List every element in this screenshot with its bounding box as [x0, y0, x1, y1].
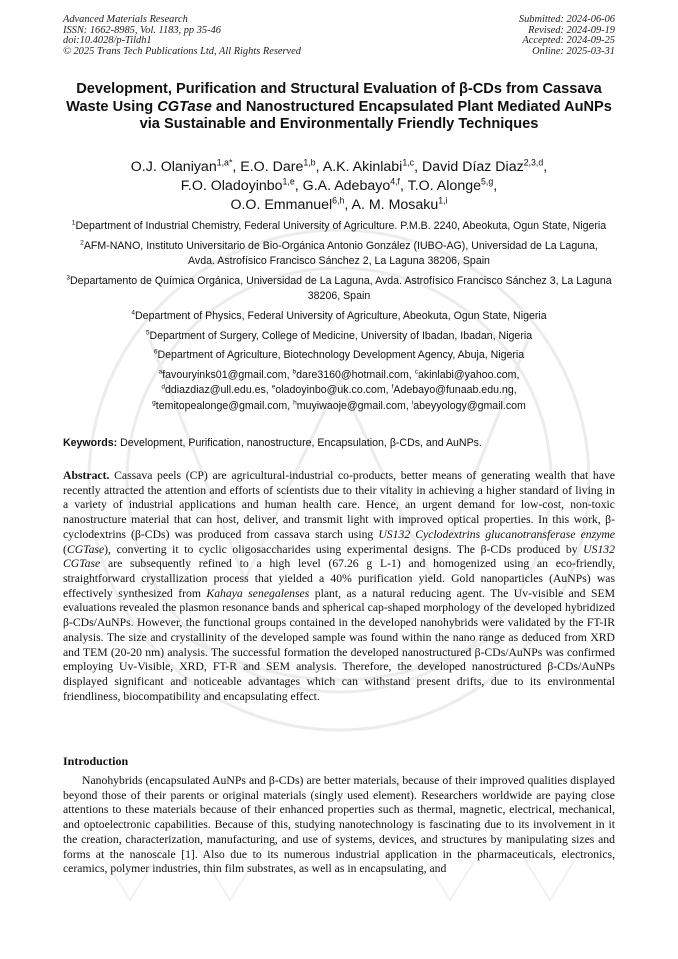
email-address: ddiazdiaz@ull.edu.es, [164, 384, 272, 397]
author-name: F.O. Oladoyinbo [180, 177, 283, 194]
email-address: abeyyology@gmail.com [413, 399, 526, 412]
affiliation-number: 2 [80, 239, 84, 247]
author-affiliation-mark: 1,c [402, 157, 415, 168]
email-mark: b [292, 368, 297, 376]
affiliation-list [66, 219, 612, 364]
email-mark: f [391, 383, 394, 391]
affiliation-item [66, 274, 612, 305]
author-affiliation-mark: 5,g [481, 176, 494, 187]
author-separator: , [543, 159, 548, 175]
affiliation-item [66, 219, 612, 235]
journal-info [63, 15, 301, 57]
affiliation-text: AFM-NANO, Instituto Universitario de Bio-Orgánica Antonio González (IUBO-AG), Universidad de La Laguna, Avda. Astrofísico Francisco Sánchez 2, La Laguna 38206, Spain [83, 239, 598, 268]
email-mark: e [271, 383, 276, 391]
affiliation-text: Department of Industrial Chemistry, Federal University of Agriculture. P.M.B. 2240, Abeokuta, Ogun State, Nigeria [75, 220, 607, 232]
email-mark: g [152, 399, 156, 407]
affiliations-block [66, 219, 612, 415]
affiliation-number: 5 [145, 329, 150, 337]
abstract-italic: US132 CGTase [63, 542, 615, 571]
title-part-1: Development, Purification and Structural Evaluation of β-CDs from Cassava Waste Using [66, 81, 602, 115]
email-address: favouryinks01@gmail.com, [162, 368, 293, 381]
author-separator: , [294, 177, 303, 194]
author-separator: , [344, 196, 352, 213]
author-name: David Díaz Diaz [421, 159, 524, 175]
author-separator: , [232, 159, 241, 175]
email-mark: c [414, 368, 418, 376]
affiliation-text: Department of Physics, Federal University of Agriculture, Abeokuta, Ogun State, Nigeria [135, 309, 547, 322]
paper-title [60, 81, 618, 134]
author-name: A.K. Akinlabi [322, 159, 403, 175]
abstract-text: Cassava peels (CP) are agricultural-industrial co-products, better means of generating wealth that have recently attracted the attention and efforts of scientists due to their vitality in achieving a higher standard of living in a variety of industrial applications and human health care. Hence, an urgent demand for low-cost, non-toxic nanostructure material that can host, deliver, and transmit light with improved optical properties. In this work, β-cyclodextrins (β-CDs) was produced from cassava starch using [63, 469, 615, 541]
author-affiliation-mark: 4,f [390, 176, 400, 187]
journal-copyright: © 2025 Trans Tech Publications Ltd, All Rights Reserved [63, 45, 301, 57]
abstract [63, 469, 615, 705]
affiliation-number: 1 [71, 219, 76, 227]
title-italic: CGTase [157, 98, 212, 115]
author-name: G.A. Adebayo [302, 177, 391, 194]
abstract-text: plant, as a natural reducing agent. The Uv-visible and SEM evaluations revealed the plasmon resonance bands and spherical cap-shaped morphology of the developed hybridized β-CDs/AuNPs. However, the functional groups contained in the developed nanohybrids were validated by the FT-IR analysis. The size and crystallinity of the developed sample was found within the nano range as deduced from XRD and TEM (20-20 nm) analysis. The successful formation the developed nanostructured β-CDs/AuNPs was confirmed employing Uv-Visible, XRD, FT-R and SEM analysis. Therefore, the developed nanostructured β-CDs/AuNPs displayed significant and noticeable advantages which can withstand present drifts, due to its environmental friendliness, biocompatibility and encapsulating effect. [63, 586, 616, 703]
email-mark: a [158, 368, 163, 376]
email-address: oladoyinbo@uk.co.com, [275, 384, 392, 397]
author-name: O.J. Olaniyan [130, 159, 217, 175]
abstract-label: Abstract. [63, 469, 110, 482]
abstract-italic: US132 Cyclodextrins glucanotransferase enzyme [378, 527, 615, 541]
abstract-text: ( [63, 542, 67, 556]
author-affiliation-mark: 1,a* [216, 157, 233, 168]
author-affiliation-mark: 2,3,d [523, 157, 544, 168]
section-heading-introduction: Introduction [63, 754, 129, 768]
email-list [66, 368, 612, 415]
email-mark: h [293, 399, 297, 407]
journal-issn: ISSN: 1662-8985, Vol. 1183, pp 35-46 [63, 24, 221, 36]
keywords-label: Keywords: [63, 437, 118, 449]
introduction-paragraph: Nanohybrids (encapsulated AuNPs and β-CDs) are better materials, because of their improved qualities displayed beyond those of their parents or original materials (singly used element). Researchers worldwide are paying close attentions to these materials because of their enhanced properties such as thermal, magnetic, electrical, mechanical, and optoelectronic capabilities. Because of this, studying nanotechnology is fascinating due to its involvement in it the creation, characterization, manufacturing, and use of systems, devices, and structures by manipulating sizes and forms at the nanoscale [1]. Also due to its numerous industrial application in the pharmaceuticals, electronics, ceramics, polymer industries, thin film substrates, as well as in encapsulating, and [63, 774, 615, 876]
affiliation-text: Department of Surgery, College of Medicine, University of Ibadan, Ibadan, Nigeria [149, 329, 533, 342]
author-separator: , [400, 177, 408, 194]
email-address: Adebayo@funaab.edu.ng, [393, 384, 517, 397]
title-part-2: and Nanostructured Encapsulated Plant Mediated AuNPs via Sustainable and Environmentally Friendly Techniques [139, 98, 612, 133]
email-address: temitopealonge@gmail.com, [155, 399, 294, 412]
keywords-text: Development, Purification, nanostructure, Encapsulation, β-CDs, and AuNPs. [117, 437, 482, 449]
journal-doi: doi:10.4028/p-Tildh1 [63, 35, 152, 47]
date-online: Online: 2025-03-31 [532, 45, 615, 57]
author-list [60, 158, 618, 214]
author-affiliation-mark: 6,h [332, 194, 345, 205]
author-separator: , [315, 159, 323, 175]
affiliation-number: 3 [66, 274, 71, 282]
affiliation-item [66, 239, 612, 270]
author-separator: , [414, 159, 422, 175]
author-name: E.O. Dare [240, 159, 304, 175]
author-name: T.O. Alonge [407, 177, 481, 194]
abstract-italic: Kahaya senegalenses [206, 586, 310, 600]
author-affiliation-mark: 1,b [303, 157, 316, 168]
date-submitted: Submitted: 2024-06-06 [518, 14, 615, 25]
author-affiliation-mark: 1,e [282, 176, 295, 187]
author-affiliation-mark: 1,i [438, 194, 448, 205]
email-address: akinlabi@yahoo.com, [417, 368, 520, 381]
affiliation-item [66, 348, 612, 364]
affiliation-number: 4 [131, 309, 136, 317]
email-mark: d [161, 383, 165, 391]
abstract-text: are subsequently refined to a high level (67.26 g L-1) and homogenized using an eco-friendly, straightforward crystallization process that yielded a 40% purification yield. Gold nanoparticles (AuNPs) was effectively synthesized from [63, 557, 615, 600]
publication-dates [519, 15, 615, 57]
affiliation-text: Department of Agriculture, Biotechnology Development Agency, Abuja, Nigeria [157, 349, 525, 362]
email-address: dare3160@hotmail.com, [296, 368, 415, 381]
abstract-text: ), converting it to cyclic oligosaccharides using experimental designs. The β-CDs produced by [104, 542, 584, 556]
author-separator: , [493, 177, 498, 194]
email-address: muyiwaoje@gmail.com, [296, 399, 412, 412]
affiliation-number: 6 [153, 348, 158, 356]
abstract-italic: CGTase [66, 542, 105, 556]
affiliation-item [66, 309, 612, 325]
date-revised: Revised: 2024-09-19 [528, 24, 615, 36]
affiliation-item [66, 329, 612, 345]
affiliation-text: Departamento de Química Orgánica, Universidad de La Laguna, Avda. Astrofísico Francisco Sánchez 3, La Laguna 38206, Spain [70, 274, 612, 303]
email-mark: i [411, 399, 414, 407]
author-name: A. M. Mosaku [351, 196, 439, 213]
date-accepted: Accepted: 2024-09-25 [522, 35, 615, 47]
keywords [63, 436, 615, 450]
journal-name: Advanced Materials Research [63, 14, 188, 25]
author-name: O.O. Emmanuel [230, 196, 333, 213]
